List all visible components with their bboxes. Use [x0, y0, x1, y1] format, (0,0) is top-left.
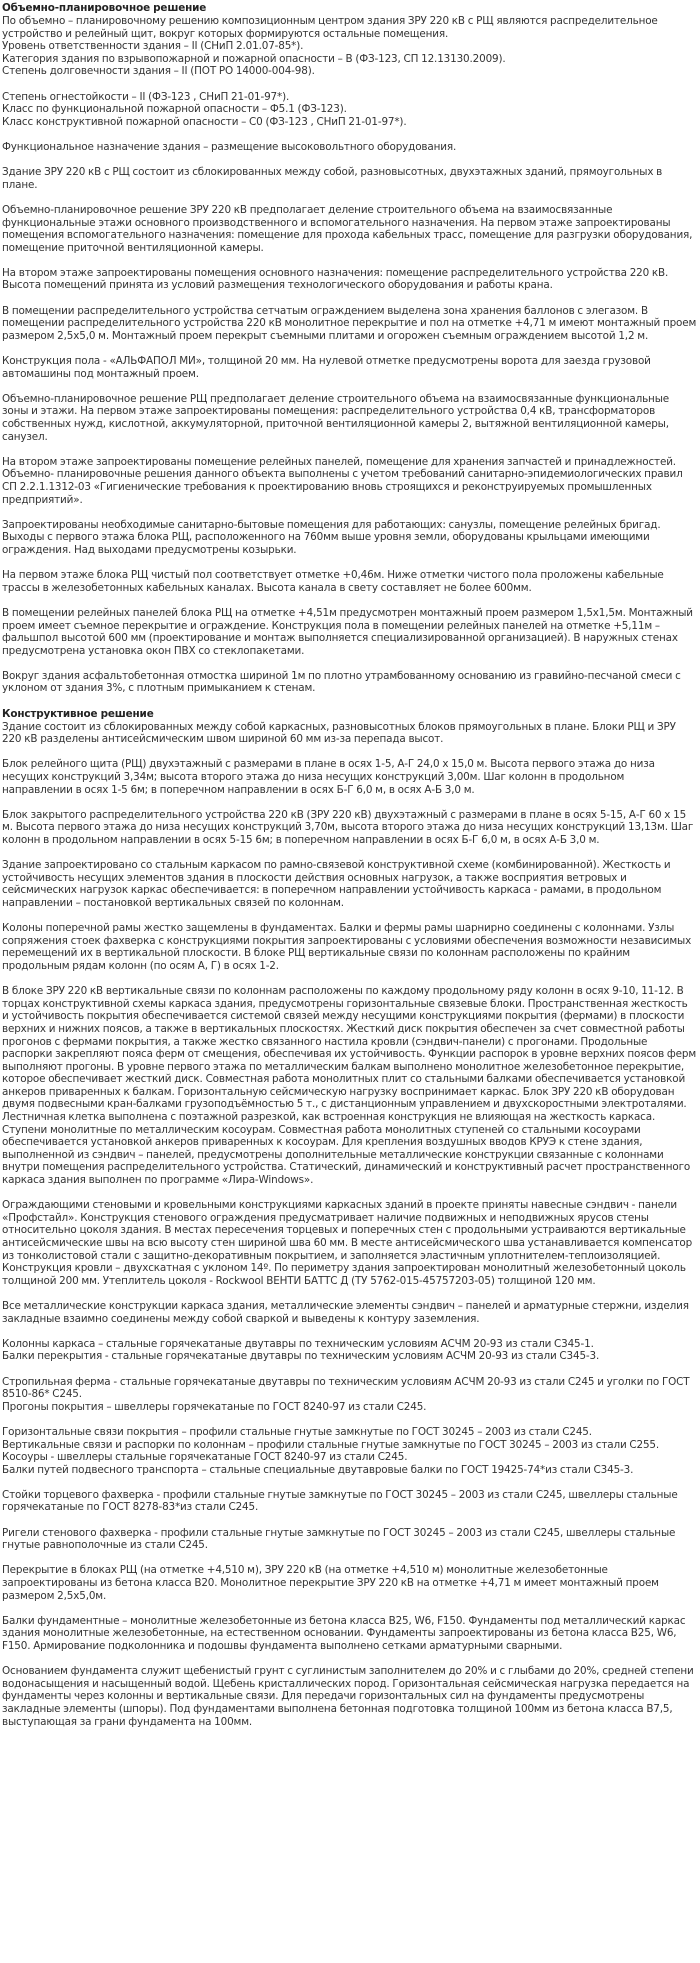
paragraph: Горизонтальные связи покрытия – профили стальные гнутые замкнутые по ГОСТ 30245 – 2003 из стали С245. Вертикальные связи и распорки по колоннам – профили стальные гнутые замкнутые по ГОСТ 30245 – 2003 из стали С255. Косоуры - швеллеры стальные горячекатаные ГОСТ 8240-97 из стали С245. Балки путей подвесного транспорта – стальные специальные двутавровые балки по ГОСТ 19425-74*из стали С345-3. — [2, 1425, 660, 1476]
paragraph: По объемно – планировочному решению композиционным центром здания ЗРУ 220 кВ с РЩ являются распределительное устройство и релейный щит, вокруг которых формируются остальные помещения. Уровень ответственности здания – II (СНиП 2.01.07-85*). Категория здания по взрывопожарной и пожарной опасности – В (ФЗ-123, СП 12.13130.2009). Степень долговечности здания – II (ПОТ РО 14000-004-98). — [2, 15, 658, 78]
paragraph: Ограждающими стеновыми и кровельными конструкциями каркасных зданий в проекте приняты навесные сэндвич - панели «Профстайл». Конструкция стенового ограждения предусматривает наличие подвижных и неподвижных ярусов стены относительно цоколя здания. В местах пересечения торцевых и поперечных стен с продольными устраиваются вертикальные антисейсмические швы на всю высоту стен шириной шва 60 мм. В месте антисейсмического шва устанавливается компенсатор из тонколистовой стали с защитно-декоративным покрытием, и заполняется эластичным уплотнителем-теплоизоляцией. Конструкция кровли – двухскатная с уклоном 14º. По периметру здания запроектирован монолитный железобетонный цоколь толщиной 200 мм. Утеплитель цоколя - Rockwool ВЕНТИ БАТТС Д (ТУ 5762-015-45757203-05) толщиной 120 мм. — [2, 1199, 693, 1287]
paragraph: Блок релейного щита (РЩ) двухэтажный с размерами в плане в осях 1-5, А-Г 24,0 х 15,0 м. Высота первого этажа до низа несущих конструкций 3,34м; высота второго этажа до низа несущих конструкций 3,00м. Шаг колонн в продольном направлении в осях 1-5 6м; в поперечном направлении в осях Б-Г 6,0 м, в осях А-Б 3,0 м. — [2, 758, 655, 796]
paragraph: В помещении распределительного устройства сетчатым ограждением выделена зона хранения баллонов с элегазом. В помещении распределительного устройства 220 кВ монолитное перекрытие и пол на отметке +4,71 м имеют монтажный проем размером 2,5х5,0 м. Монтажный проем перекрыт съемными плитами и огорожен съемным ограждением высотой 1,2 м. — [2, 304, 697, 342]
paragraph: Ригели стенового фахверка - профили стальные гнутые замкнутые по ГОСТ 30245 – 2003 из стали С245, швеллеры стальные гнутые равнополочные из стали С245. — [2, 1526, 676, 1552]
paragraph: В блоке ЗРУ 220 кВ вертикальные связи по колоннам расположены по каждому продольному ряду колонн в осях 9-10, 11-12. В торцах конструктивной схемы каркаса здания, предусмотрены горизонтальные связевые блоки. Пространственная жесткость и устойчивость покрытия обеспечивается системой связей между несущими конструкциями покрытия (фермами) в плоскости верхних и нижних поясов, а также в вертикальных плоскостях. Жесткий диск покрытия обеспечен за счет совместной работы прогонов с фермами покрытия, а также жестко связанного настила кровли (сэндвич-панели) с прогонами. Продольные распорки закрепляют пояса ферм от смещения, обеспечивая их устойчивость. Функции распорок в уровне верхних поясов ферм выполняют прогоны. В уровне первого этажа по металлическим балкам выполнено монолитное железобетонное перекрытие, которое обеспечивает жесткий диск. Совместная работа монолитных плит со стальными балками обеспечивается установкой анкеров приваренных к балкам. Горизонтальную сейсмическую нагрузку воспринимает каркас. Блок ЗРУ 220 кВ оборудован двумя подвесными кран-балками грузоподъёмностью 5 т., с дистанционным управлением и двухскоростными электроталями. Лестничная клетка выполнена с поэтажной разрезкой, как встроенная конструкция не влияющая на жесткость каркаса. Ступени монолитные по металлическим косоурам. Совместная работа монолитных ступеней со стальными косоурами обеспечивается установкой анкеров приваренных к косоурам. Для крепления воздушных вводов КРУЭ к стене здания, выполненной из сэндвич – панелей, предусмотрены дополнительные металлические конструкции связанные с колоннами внутри помещения распределительного устройства. Статический, динамический и конструктивный расчет пространственного каркаса здания выполнен по программе «Лира-Windows». — [2, 985, 697, 1187]
paragraph: Объемно-планировочное решение РЩ предполагает деление строительного объема на взаимосвязанные функциональные зоны и этажи. На первом этаже запроектированы помещения: распределительного устройства 0,4 кВ, трансформаторов собственных нужд, кислотной, аккумуляторной, приточной вентиляционной камеры 2, вытяжной вентиляционной камеры, санузел. — [2, 392, 669, 443]
paragraph: На первом этаже блока РЩ чистый пол соответствует отметке +0,46м. Ниже отметки чистого пола проложены кабельные трассы в железобетонных кабельных каналах. Высота канала в свету составляет не более 600мм. — [2, 569, 664, 594]
paragraph: В помещении релейных панелей блока РЩ на отметке +4,51м предусмотрен монтажный проем размером 1,5х1,5м. Монтажный проем имеет съемное перекрытие и ограждение. Конструкция пола в помещении релейных панелей на отметке +5,11м – фальшпол высотой 600 мм (проектирование и монтаж выполняется специализированной организацией). В наружных стенах предусмотрена установка окон ПВХ со стеклопакетами. — [2, 606, 693, 657]
paragraph: На втором этаже запроектированы помещения основного назначения: помещение распределительного устройства 220 кВ. Высота помещений принята из условий размещения технологического оборудования и работы крана. — [2, 266, 669, 292]
paragraph: Конструкция пола - «АЛЬФАПОЛ МИ», толщиной 20 мм. На нулевой отметке предусмотрены ворота для заезда грузовой автомашины под монтажный проем. — [2, 355, 651, 380]
section-heading-planning: Объемно-планировочное решение — [2, 2, 207, 14]
paragraph: На втором этаже запроектированы помещение релейных панелей, помещение для хранения запчастей и принадлежностей. Объемно- планировочные решения данного объекта выполнены с учетом требований санитарно-эпидемиологических правил СП 2.2.1.1312-03 «Гигиенические требования к проектированию вновь строящихся и реконструируемых промышленных предприятий». — [2, 455, 683, 506]
paragraph: Блок закрытого распределительного устройства 220 кВ (ЗРУ 220 кВ) двухэтажный с размерами в плане в осях 5-15, А-Г 60 х 15 м. Высота первого этажа до низа несущих конструкций 3,70м, высота второго этажа до низа несущих конструкций 13,13м. Шаг колонн в продольном направлении в осях 5-15 6м; в поперечном направлении в осях Б-Г 6,0 м, в осях А-Б 3,0 м. — [2, 808, 694, 846]
paragraph: Стропильная ферма - стальные горячекатаные двутавры по техническим условиям АСЧМ 20-93 из стали С245 и уголки по ГОСТ 8510-86* С245. Прогоны покрытия – швеллеры горячекатаные по ГОСТ 8240-97 из стали С245. — [2, 1375, 690, 1413]
paragraph: Стойки торцевого фахверка - профили стальные гнутые замкнутые по ГОСТ 30245 – 2003 из стали С245, швеллеры стальные горячекатаные по ГОСТ 8278-83*из стали С245. — [2, 1488, 678, 1514]
paragraph: Колонны каркаса – стальные горячекатаные двутавры по техническим условиям АСЧМ 20-93 из стали С345-1. Балки перекрытия - стальные горячекатаные двутавры по техническим условиям АСЧМ 20-93 из стали С345-3. — [2, 1337, 600, 1363]
paragraph: Запроектированы необходимые санитарно-бытовые помещения для работающих: санузлы, помещение релейных бригад. Выходы с первого этажа блока РЩ, расположенного на 760мм выше уровня земли, оборудованы крыльцами имеющими ограждения. Над выходами предусмотрены козырьки. — [2, 518, 661, 556]
paragraph: Здание ЗРУ 220 кВ с РЩ состоит из сблокированных между собой, разновысотных, двухэтажных зданий, прямоугольных в плане. — [2, 166, 663, 191]
paragraph: Балки фундаментные – монолитные железобетонные из бетона класса В25, W6, F150. Фундаменты под металлический каркас здания монолитные железобетонные, на естественном основании. Фундаменты запроектированы из бетона класса В25, W6, F150. Армирование подколонника и подошвы фундамента выполнено сетками арматурными сварными. — [2, 1614, 686, 1652]
section-heading-structural: Конструктивное решение — [2, 707, 154, 720]
paragraph: Здание запроектировано со стальным каркасом по рамно-связевой конструктивной схеме (комбинированной). Жесткость и устойчивость несущих элементов здания в плоскости действия основных нагрузок, а также восприятия ветровых и сейсмических нагрузок каркас обеспечивается: в поперечном направлении устойчивость каркаса - рамами, в продольном направлении – постановкой вертикальных связей по колоннам. — [2, 859, 671, 909]
paragraph: Вокруг здания асфальтобетонная отмостка шириной 1м по плотно утрамбованному основанию из гравийно-песчаной смеси с уклоном от здания 3%, с плотным примыканием к стенам. — [2, 669, 681, 695]
paragraph: Функциональное назначение здания – размещение высоковольтного оборудования. — [2, 140, 457, 153]
paragraph: Колоны поперечной рамы жестко защемлены в фундаментах. Балки и фермы рамы шарнирно соединены с колоннами. Узлы сопряжения стоек фахверка с конструкциями покрытия запроектированы с условиями обеспечения возможности независимых перемещений их в вертикальной плоскости. В блоке РЩ вертикальные связи по колоннам расположены по крайним продольным рядам колонн (по осям А, Г) в осях 1-2. — [2, 922, 692, 972]
paragraph: Перекрытие в блоках РЩ (на отметке +4,510 м), ЗРУ 220 кВ (на отметке +4,510 м) монолитные железобетонные запроектированы из бетона класса В20. Монолитное перекрытие ЗРУ 220 кВ на отметке +4,71 м имеет монтажный проем размером 2,5х5,0м. — [2, 1564, 659, 1602]
paragraph: Объемно-планировочное решение ЗРУ 220 кВ предполагает деление строительного объема на взаимосвязанные функциональные этажи основного производственного и вспомогательного назначения. На первом этаже запроектированы помещения вспомогательного назначения: помещение для прохода кабельных трасс, помещение для разгрузки оборудования, помещение приточной вентиляционной камеры. — [2, 203, 693, 254]
paragraph: Степень огнестойкости – II (ФЗ-123 , СНиП 21-01-97*). Класс по функциональной пожарной опасности – Ф5.1 (ФЗ-123). Класс конструктивной пожарной опасности – С0 (ФЗ-123 , СНиП 21-01-97*). — [2, 90, 407, 128]
paragraph: Основанием фундамента служит щебенистый грунт с суглинистым заполнителем до 20% и с глыбами до 20%, средней степени водонасыщения и насыщенный водой. Щебень кристаллических пород. Горизонтальная сейсмическая нагрузка передается на фундаменты через колонны и вертикальные связи. Для передачи горизонтальных сил на фундаменты предусмотрены закладные элементы (шпоры). Под фундаментами выполнена бетонная подготовка толщиной 100мм из бетона класса В7,5, выступающая за грани фундамента на 100мм. — [2, 1665, 694, 1728]
paragraph: Здание состоит из сблокированных между собой каркасных, разновысотных блоков прямоугольных в плане. Блоки РЩ и ЗРУ 220 кВ разделены антисейсмическим швом шириной 60 мм из-за перепада высот. — [2, 720, 676, 746]
paragraph: Все металлические конструкции каркаса здания, металлические элементы сэндвич – панелей и арматурные стержни, изделия закладные взаимно соединены между собой сваркой и выведены к контуру заземления. — [2, 1299, 689, 1325]
